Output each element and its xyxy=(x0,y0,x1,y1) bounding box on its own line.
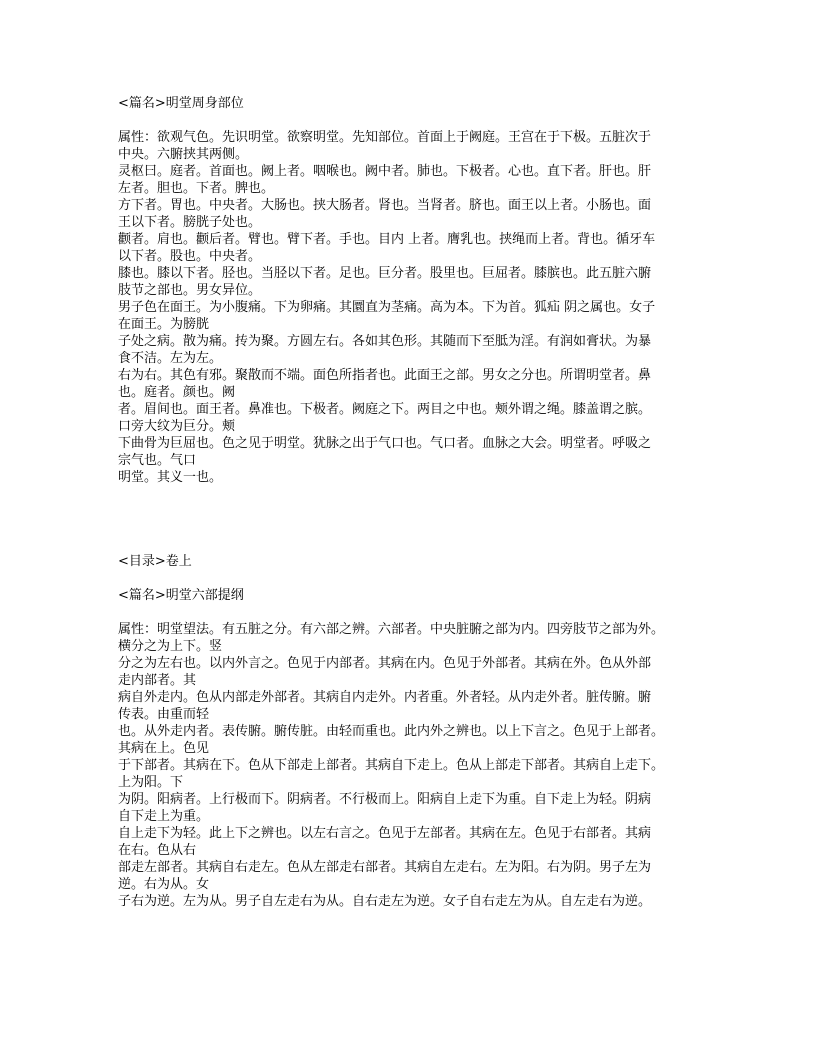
text-line: 下曲骨为巨屈也。色之见于明堂。犹脉之出于气口也。气口者。血脉之大会。明堂者。呼吸之 xyxy=(118,436,652,451)
text-line: 王以下者。膀胱子处也。 xyxy=(118,215,262,230)
text-line: 分之为左右也。以内外言之。色见于内部者。其病在内。色见于外部者。其病在外。色从外部 xyxy=(118,656,652,671)
section-body-1 xyxy=(118,129,702,486)
spacer xyxy=(118,112,702,129)
text-line: 灵枢曰。庭者。首面也。阙上者。咽喉也。阙中者。肺也。下极者。心也。直下者。肝也。肝 xyxy=(118,164,652,179)
text-line: 者。眉间也。面王者。鼻准也。下极者。阙庭之下。两目之中也。颊外谓之绳。膝盖谓之膑。 xyxy=(118,402,652,417)
section-title-2: <篇名>明堂六部提纲 xyxy=(118,588,244,603)
text-line: 以下者。股也。中央者。 xyxy=(118,249,262,264)
text-line: 口旁大纹为巨分。颊 xyxy=(118,419,236,434)
text-line: 传表。由重而轻 xyxy=(118,707,210,722)
text-line: 其病在上。色见 xyxy=(118,741,210,756)
text-line: 明堂。其义一也。 xyxy=(118,470,223,485)
text-line: 也。从外走内者。表传腑。腑传脏。由轻而重也。此内外之辨也。以上下言之。色见于上部者。 xyxy=(118,724,665,739)
text-line: 右为右。其色有邪。聚散而不端。面色所指者也。此面王之部。男女之分也。所谓明堂者。鼻 xyxy=(118,368,652,383)
text-line: 子处之病。散为痛。抟为聚。方圆左右。各如其色形。其随而下至胝为淫。有润如膏状。为暴 xyxy=(118,334,652,349)
text-line: 左者。胆也。下者。脾也。 xyxy=(118,181,275,196)
text-line: 病自外走内。色从内部走外部者。其病自内走外。内者重。外者轻。从内走外者。脏传腑。腑 xyxy=(118,690,652,705)
text-line: 子右为逆。左为从。男子自左走右为从。自右走左为逆。女子自右走左为从。自左走右为逆。 xyxy=(118,894,652,909)
text-line: 膝也。膝以下者。胫也。当胫以下者。足也。巨分者。股里也。巨屈者。膝膑也。此五脏六腑 xyxy=(118,266,652,281)
text-line: 上为阳。下 xyxy=(118,775,184,790)
document-page xyxy=(118,95,702,910)
text-line: 自上走下为轻。此上下之辨也。以左右言之。色见于左部者。其病在左。色见于右部者。其病 xyxy=(118,826,652,841)
catalog-heading: <目录>卷上 xyxy=(118,554,192,569)
text-line: 颧者。肩也。颧后者。臂也。臂下者。手也。目内 上者。膺乳也。挟绳而上者。背也。循牙车 xyxy=(118,232,656,247)
section-body-2 xyxy=(118,621,702,910)
spacer xyxy=(118,486,702,553)
text-line: 食不洁。左为左。 xyxy=(118,351,223,366)
spacer xyxy=(118,604,702,621)
text-line: 宗气也。气口 xyxy=(118,453,197,468)
text-line: 属性：明堂望法。有五脏之分。有六部之辨。六部者。中央脏腑之部为内。四旁肢节之部为外。 xyxy=(118,622,665,637)
text-line: 肢节之部也。男女异位。 xyxy=(118,283,262,298)
text-line: 走内部者。其 xyxy=(118,673,197,688)
text-line: 于下部者。其病在下。色从下部走上部者。其病自下走上。色从上部走下部者。其病自上走下。 xyxy=(118,758,665,773)
text-line: 部走左部者。其病自右走左。色从左部走右部者。其病自左走右。左为阳。右为阴。男子左为 xyxy=(118,860,652,875)
text-line: 方下者。胃也。中央者。大肠也。挟大肠者。肾也。当肾者。脐也。面王以上者。小肠也。面 xyxy=(118,198,652,213)
text-line: 在面王。为膀胱 xyxy=(118,317,210,332)
text-line: 横分之为上下。竖 xyxy=(118,639,223,654)
spacer xyxy=(118,570,702,587)
text-line: 属性：欲观气色。先识明堂。欲察明堂。先知部位。首面上于阙庭。王宫在于下极。五脏次于 xyxy=(118,130,652,145)
text-line: 也。庭者。颜也。阙 xyxy=(118,385,236,400)
text-line: 逆。右为从。女 xyxy=(118,877,210,892)
text-line: 男子色在面王。为小腹痛。下为卵痛。其圜直为茎痛。高为本。下为首。狐疝 阴之属也。女子 xyxy=(118,300,656,315)
text-line: 为阴。阳病者。上行极而下。阴病者。不行极而上。阳病自上走下为重。自下走上为轻。阴病 xyxy=(118,792,652,807)
text-line: 自下走上为重。 xyxy=(118,809,210,824)
text-line: 中央。六腑挟其两侧。 xyxy=(118,147,249,162)
section-title-1: <篇名>明堂周身部位 xyxy=(118,96,244,111)
text-line: 在右。色从右 xyxy=(118,843,197,858)
